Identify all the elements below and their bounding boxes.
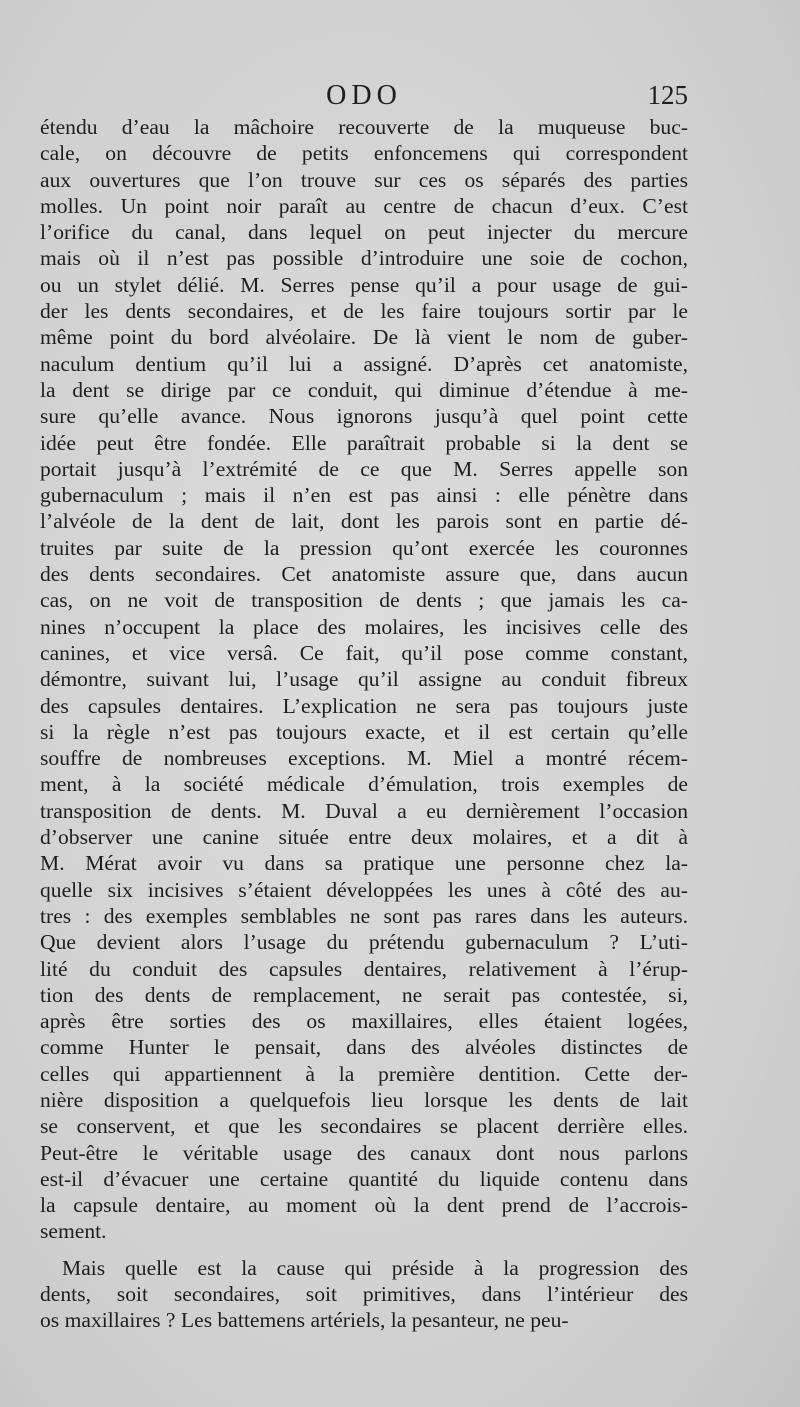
text-line: idée peut être fondée. Elle paraîtrait probable si la dent se bbox=[40, 430, 688, 455]
paragraph-gap bbox=[40, 1245, 688, 1255]
text-line: nines n’occupent la place des molaires, les incisives celle des bbox=[40, 614, 688, 639]
text-line: l’orifice du canal, dans lequel on peut injecter du mercure bbox=[40, 220, 688, 245]
text-line: celles qui appartiennent à la première dentition. Cette der- bbox=[40, 1061, 688, 1086]
text-line: aux ouvertures que l’on trouve sur ces os séparés des parties bbox=[40, 167, 688, 192]
text-line: naculum dentium qu’il lui a assigné. D’après cet anatomiste, bbox=[40, 351, 688, 376]
text-line: Mais quelle est la cause qui préside à la progression des bbox=[62, 1255, 688, 1280]
text-line: Peut-être le véritable usage des canaux dont nous parlons bbox=[40, 1140, 688, 1165]
text-line: dents, soit secondaires, soit primitives, dans l’intérieur des bbox=[40, 1282, 688, 1307]
text-line: portait jusqu’à l’extrémité de ce que M. Serres appelle son bbox=[40, 456, 688, 481]
text-line: gubernaculum ; mais il n’en est pas ainsi : elle pénètre dans bbox=[40, 483, 688, 508]
text-line: d’observer une canine située entre deux molaires, et a dit à bbox=[40, 825, 688, 850]
text-line: après être sorties des os maxillaires, elles étaient logées, bbox=[40, 1009, 688, 1034]
text-line: sement. bbox=[40, 1219, 107, 1244]
text-line: comme Hunter le pensait, dans des alvéoles distinctes de bbox=[40, 1035, 688, 1060]
text-line: ment, à la société médicale d’émulation, trois exemples de bbox=[40, 772, 688, 797]
text-line: canines, et vice versâ. Ce fait, qu’il pose comme constant, bbox=[40, 640, 688, 665]
page-number: 125 bbox=[647, 80, 688, 110]
text-line: mais où il n’est pas possible d’introduire une soie de cochon, bbox=[40, 246, 688, 271]
paragraph bbox=[40, 114, 688, 1245]
text-line: des capsules dentaires. L’explication ne sera pas toujours juste bbox=[40, 693, 688, 718]
text-line: tres : des exemples semblables ne sont pas rares dans les auteurs. bbox=[40, 903, 688, 928]
running-title: ODO bbox=[326, 80, 402, 111]
text-line: est-il d’évacuer une certaine quantité du liquide contenu dans bbox=[40, 1166, 688, 1191]
text-line: der les dents secondaires, et de les faire toujours sortir par le bbox=[40, 299, 688, 324]
text-line: ou un stylet délié. M. Serres pense qu’il a pour usage de gui- bbox=[40, 272, 688, 297]
text-line: tion des dents de remplacement, ne serait pas contestée, si, bbox=[40, 982, 688, 1007]
paragraph bbox=[40, 1255, 688, 1334]
text-line: cale, on découvre de petits enfoncemens qui correspondent bbox=[40, 141, 688, 166]
text-line: truites par suite de la pression qu’ont exercée les couronnes bbox=[40, 535, 688, 560]
text-line: M. Mérat avoir vu dans sa pratique une personne chez la- bbox=[40, 851, 688, 876]
text-line: se conservent, et que les secondaires se placent derrière elles. bbox=[40, 1114, 688, 1139]
text-line: des dents secondaires. Cet anatomiste assure que, dans aucun bbox=[40, 562, 688, 587]
text-line: démontre, suivant lui, l’usage qu’il assigne au conduit fibreux bbox=[40, 667, 688, 692]
text-line: sure qu’elle avance. Nous ignorons jusqu’à quel point cette bbox=[40, 404, 688, 429]
text-line: Que devient alors l’usage du prétendu gubernaculum ? L’uti- bbox=[40, 930, 688, 955]
text-line: étendu d’eau la mâchoire recouverte de la muqueuse buc- bbox=[40, 115, 688, 139]
text-line: molles. Un point noir paraît au centre de chacun d’eux. C’est bbox=[40, 193, 688, 218]
text-line: nière disposition a quelquefois lieu lorsque les dents de lait bbox=[40, 1087, 688, 1112]
text-line: même point du bord alvéolaire. De là vient le nom de guber- bbox=[40, 325, 688, 350]
text-line: cas, on ne voit de transposition de dents ; que jamais les ca- bbox=[40, 588, 688, 613]
page-header bbox=[40, 80, 688, 116]
text-line: os maxillaires ? Les battemens artériels, la pesanteur, ne peu- bbox=[40, 1308, 569, 1333]
text-line: transposition de dents. M. Duval a eu dernièrement l’occasion bbox=[40, 798, 688, 823]
text-line: l’alvéole de la dent de lait, dont les parois sont en partie dé- bbox=[40, 509, 688, 534]
text-line: lité du conduit des capsules dentaires, relativement à l’érup- bbox=[40, 956, 688, 981]
text-line: souffre de nombreuses exceptions. M. Miel a montré récem- bbox=[40, 746, 688, 771]
body-text bbox=[40, 114, 688, 1334]
text-line: quelle six incisives s’étaient développées les unes à côté des au- bbox=[40, 877, 688, 902]
text-line: la dent se dirige par ce conduit, qui diminue d’étendue à me- bbox=[40, 377, 688, 402]
text-line: si la règle n’est pas toujours exacte, et il est certain qu’elle bbox=[40, 719, 688, 744]
text-line: la capsule dentaire, au moment où la dent prend de l’accrois- bbox=[40, 1193, 688, 1218]
